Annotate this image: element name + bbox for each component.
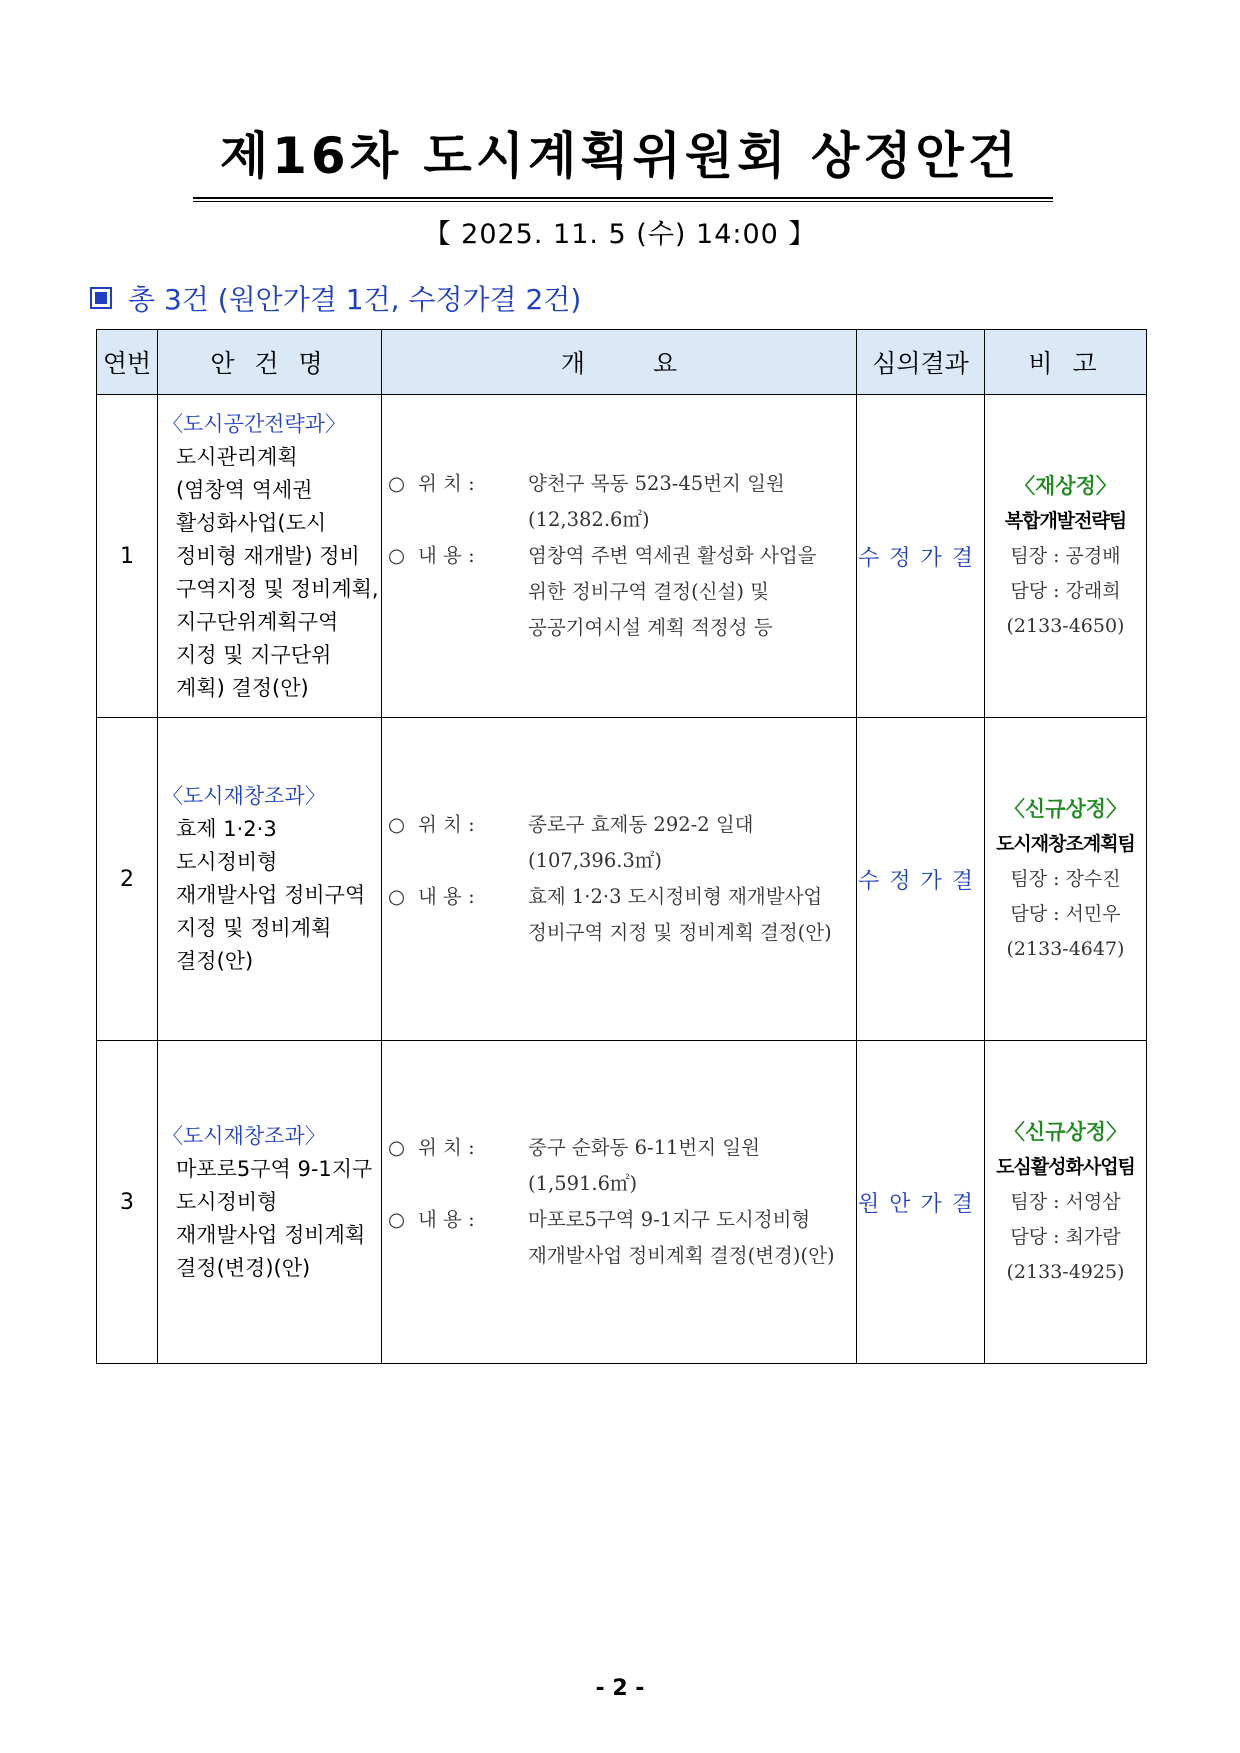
table-row <box>97 1041 1147 1364</box>
department-name: 〈도시재창조과〉 <box>162 784 326 808</box>
phone-number: (2133-4650) <box>1006 614 1125 637</box>
summary-line <box>90 278 581 318</box>
location-line <box>388 502 856 538</box>
content-label <box>418 1238 528 1274</box>
content-line <box>388 879 856 915</box>
location-line <box>388 807 856 843</box>
review-result: 수정가결 <box>857 718 985 1041</box>
hollow-circle-icon <box>388 502 418 538</box>
agenda-name-line: 마포로5구역 9-1지구 <box>176 1156 373 1181</box>
content-line <box>388 574 856 610</box>
location-text: 중구 순화동 6-11번지 일원 <box>528 1136 760 1159</box>
status-badge: 〈신규상정〉 <box>1003 1119 1128 1144</box>
hollow-circle-icon <box>388 574 418 610</box>
agenda-name-line: 재개발사업 정비구역 <box>176 883 366 907</box>
agenda-name-line: 도시정비형 <box>176 1189 278 1214</box>
summary-text: 총 3건 (원안가결 1건, 수정가결 2건) <box>128 283 582 316</box>
location-label: 위 치 : <box>418 1136 475 1159</box>
row-number: 2 <box>97 718 158 1041</box>
content-label: 내 용 : <box>418 885 475 908</box>
location-label <box>418 502 528 538</box>
agenda-name-line: 재개발사업 정비계획 <box>176 1222 366 1247</box>
meeting-date: 【 2025. 11. 5 (수) 14:00 】 <box>423 219 817 250</box>
header-remarks: 비 고 <box>985 330 1147 395</box>
content-line <box>388 538 856 574</box>
hollow-circle-icon: ○ <box>388 1208 406 1231</box>
location-label <box>418 1166 528 1202</box>
agenda-name-line: 도시관리계획 <box>176 444 298 469</box>
content-text: 효제 1·2·3 도시정비형 재개발사업 <box>528 885 823 908</box>
content-label <box>418 915 528 951</box>
location-label: 위 치 : <box>418 813 475 836</box>
document-title: 제16차 도시계획위원회 상정안건 <box>219 127 1021 185</box>
agenda-name-line: (염창역 역세권 <box>176 477 313 502</box>
phone-number: (2133-4925) <box>1006 1260 1125 1283</box>
location-text: (12,382.6㎡) <box>528 508 650 531</box>
agenda-name-line: 계획) 결정(안) <box>176 675 309 700</box>
header-overview: 개 요 <box>382 330 857 395</box>
remarks-cell <box>985 395 1147 718</box>
content-text: 염창역 주변 역세권 활성화 사업을 <box>528 544 817 567</box>
location-line <box>388 466 856 502</box>
team-leader: 팀장 : 장수진 <box>1010 867 1121 890</box>
row-number: 1 <box>97 395 158 718</box>
department-name: 〈도시공간전략과〉 <box>162 411 347 436</box>
page-number: - 2 - <box>595 1676 645 1701</box>
staff-in-charge: 담당 : 강래희 <box>1010 579 1121 602</box>
status-badge: 〈재상정〉 <box>1014 473 1117 498</box>
row-number: 3 <box>97 1041 158 1364</box>
header-number: 연번 <box>97 330 158 395</box>
location-text: (107,396.3㎡) <box>528 849 662 872</box>
agenda-name-cell <box>158 718 382 1041</box>
location-text: 종로구 효제동 292-2 일대 <box>528 813 754 836</box>
hollow-circle-icon: ○ <box>388 885 406 908</box>
content-label: 내 용 : <box>418 544 475 567</box>
phone-number: (2133-4647) <box>1006 937 1125 960</box>
content-line <box>388 915 856 951</box>
table-row <box>97 718 1147 1041</box>
agenda-name-cell <box>158 395 382 718</box>
hollow-circle-icon <box>388 610 418 646</box>
title-underline <box>193 197 1053 202</box>
hollow-circle-icon <box>388 915 418 951</box>
content-text: 정비구역 지정 및 정비계획 결정(안) <box>528 921 832 944</box>
agenda-name-line: 구역지정 및 정비계획, <box>176 576 379 601</box>
location-text: 양천구 목동 523-45번지 일원 <box>528 472 785 495</box>
header-result: 심의결과 <box>857 330 985 395</box>
hollow-circle-icon <box>388 1238 418 1274</box>
team-name: 도시재창조계획팀 <box>996 832 1135 855</box>
content-text: 공공기여시설 계획 적정성 등 <box>528 616 773 639</box>
location-line <box>388 843 856 879</box>
location-label <box>418 843 528 879</box>
content-text: 재개발사업 정비계획 결정(변경)(안) <box>528 1244 835 1267</box>
header-agenda-name: 안 건 명 <box>158 330 382 395</box>
content-label <box>418 610 528 646</box>
agenda-name-line: 효제 1·2·3 <box>176 817 277 841</box>
agenda-name-line: 활성화사업(도시 <box>176 510 327 535</box>
content-text: 마포로5구역 9-1지구 도시정비형 <box>528 1208 811 1231</box>
agenda-table <box>96 329 1147 1364</box>
team-leader: 팀장 : 공경배 <box>1010 544 1121 567</box>
staff-in-charge: 담당 : 서민우 <box>1010 902 1121 925</box>
team-leader: 팀장 : 서영삼 <box>1010 1190 1121 1213</box>
department-name: 〈도시재창조과〉 <box>162 1123 326 1148</box>
agenda-name-line: 지구단위계획구역 <box>176 609 339 634</box>
hollow-circle-icon: ○ <box>388 544 406 567</box>
hollow-circle-icon <box>388 1166 418 1202</box>
content-line <box>388 1202 856 1238</box>
review-result: 원안가결 <box>857 1041 985 1364</box>
agenda-name-line: 정비형 재개발) 정비 <box>176 543 360 568</box>
location-label: 위 치 : <box>418 472 475 495</box>
content-label: 내 용 : <box>418 1208 475 1231</box>
content-line <box>388 1238 856 1274</box>
location-text: (1,591.6㎡) <box>528 1172 638 1195</box>
hollow-circle-icon <box>388 843 418 879</box>
content-line <box>388 610 856 646</box>
content-text: 위한 정비구역 결정(신설) 및 <box>528 580 770 603</box>
hollow-circle-icon: ○ <box>388 1136 406 1159</box>
agenda-name-line: 도시정비형 <box>176 850 278 874</box>
review-result: 수정가결 <box>857 395 985 718</box>
remarks-cell <box>985 1041 1147 1364</box>
overview-cell <box>382 1041 857 1364</box>
table-row <box>97 395 1147 718</box>
remarks-cell <box>985 718 1147 1041</box>
staff-in-charge: 담당 : 최가람 <box>1010 1225 1121 1248</box>
location-line <box>388 1166 856 1202</box>
content-label <box>418 574 528 610</box>
overview-cell <box>382 395 857 718</box>
team-name: 도심활성화사업팀 <box>996 1155 1135 1178</box>
status-badge: 〈신규상정〉 <box>1003 796 1128 821</box>
table-header-row <box>97 330 1147 395</box>
agenda-name-line: 결정(변경)(안) <box>176 1255 311 1280</box>
agenda-name-cell <box>158 1041 382 1364</box>
team-name: 복합개발전략팀 <box>1004 509 1127 532</box>
hollow-circle-icon: ○ <box>388 813 406 836</box>
hollow-circle-icon: ○ <box>388 472 406 495</box>
agenda-name-line: 결정(안) <box>176 949 254 973</box>
overview-cell <box>382 718 857 1041</box>
agenda-name-line: 지정 및 정비계획 <box>176 916 332 940</box>
filled-square-icon <box>90 287 112 309</box>
agenda-name-line: 지정 및 지구단위 <box>176 642 332 667</box>
location-line <box>388 1130 856 1166</box>
